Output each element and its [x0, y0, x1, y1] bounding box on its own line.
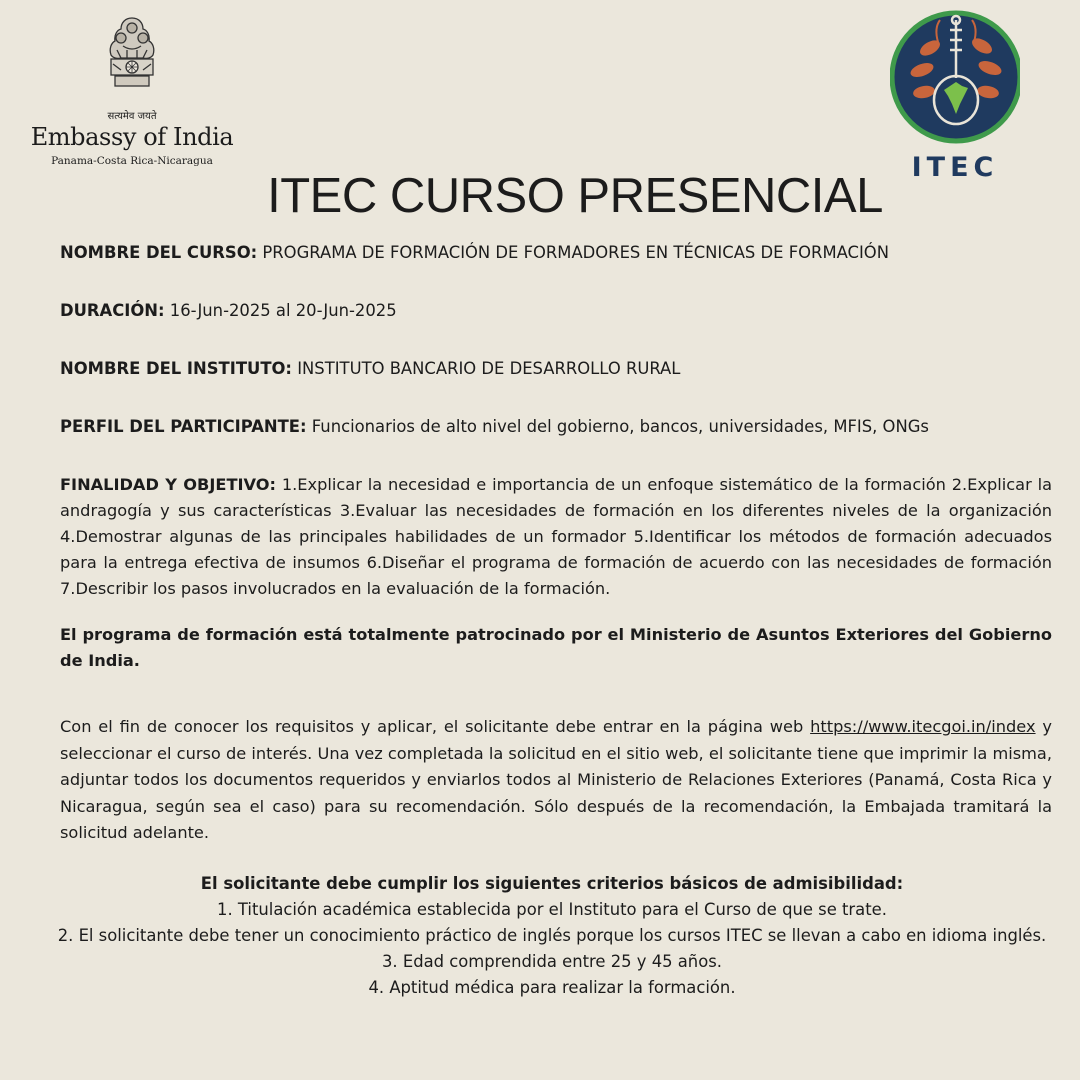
objective-text: 1.Explicar la necesidad e importancia de un enfoque sistemático de la formación 2.Explicar la andragogía y sus características 3.Evaluar las necesidades de formación en los diferentes niveles de la organización 4.Demostrar algunas de las principales habilidades de un formador 5.Identificar los métodos de formación adecuados para la entrega efectiva de insumos 6.Diseñar el programa de formación de acuerdo con las necesidades de formación 7.Describir los pasos involucrados en la evaluación de la formación. [60, 475, 1052, 598]
participant-profile-field [60, 414, 1052, 440]
criteria-item: 3. Edad comprendida entre 25 y 45 años. [382, 951, 722, 971]
embassy-subtitle: Panama-Costa Rica-Nicaragua [51, 155, 213, 167]
course-name-value: PROGRAMA DE FORMACIÓN DE FORMADORES EN TÉCNICAS DE FORMACIÓN [257, 243, 889, 262]
criteria-item: 2. El solicitante debe tener un conocimiento práctico de inglés porque los cursos ITEC se llevan a cabo en idioma inglés. [57, 925, 1047, 945]
institute-field [60, 356, 1052, 382]
lion-capital-emblem-icon [97, 12, 167, 110]
itec-website-link[interactable]: https://www.itecgoi.in/index [810, 717, 1036, 736]
embassy-name: Embassy of India [30, 123, 234, 151]
page-title: ITEC CURSO PRESENCIAL [267, 169, 883, 223]
itec-sitar-logo-icon [890, 0, 1020, 150]
embassy-branding [22, 12, 242, 167]
course-details [57, 240, 1052, 1001]
application-paragraph [60, 714, 1052, 847]
criteria-item: 4. Aptitud médica para realizar la formación. [368, 977, 736, 997]
eligibility-criteria [40, 871, 1064, 1001]
itec-logo-text: ITEC [911, 152, 999, 183]
criteria-item: 1. Titulación académica establecida por el Instituto para el Curso de que se trate. [217, 899, 887, 919]
duration-value: 16-Jun-2025 al 20-Jun-2025 [164, 301, 397, 320]
itec-logo [890, 0, 1020, 190]
course-name-label: NOMBRE DEL CURSO: [60, 243, 258, 262]
objective-label: FINALIDAD Y OBJETIVO: [60, 475, 277, 494]
objective-paragraph [60, 472, 1052, 602]
apply-text-after: y seleccionar el curso de interés. Una vez completada la solicitud en el sitio web, el solicitante tiene que imprimir la misma, adjuntar todos los documentos requeridos y enviarlos todos al Ministerio de Relaciones Exteriores (Panamá, Costa Rica y Nicaragua, según sea el caso) para su recomendación. Sólo después de la recomendación, la Embajada tramitará la solicitud adelante. [60, 717, 1052, 842]
duration-label: DURACIÓN: [60, 301, 165, 320]
apply-text-before: Con el fin de conocer los requisitos y aplicar, el solicitante debe entrar en la página web [60, 717, 811, 736]
national-motto: सत्यमेव जयते [107, 111, 157, 122]
participant-profile-label: PERFIL DEL PARTICIPANTE: [60, 417, 307, 436]
participant-profile-value: Funcionarios de alto nivel del gobierno, bancos, universidades, MFIS, ONGs [306, 417, 929, 436]
criteria-title: El solicitante debe cumplir los siguientes criterios básicos de admisibilidad: [200, 873, 904, 893]
sponsor-note: El programa de formación está totalmente patrocinado por el Ministerio de Asuntos Exteriores del Gobierno de India. [60, 625, 1052, 670]
institute-value: INSTITUTO BANCARIO DE DESARROLLO RURAL [292, 359, 681, 378]
course-name-field [60, 240, 1052, 266]
institute-label: NOMBRE DEL INSTITUTO: [60, 359, 292, 378]
duration-field [60, 298, 1052, 324]
